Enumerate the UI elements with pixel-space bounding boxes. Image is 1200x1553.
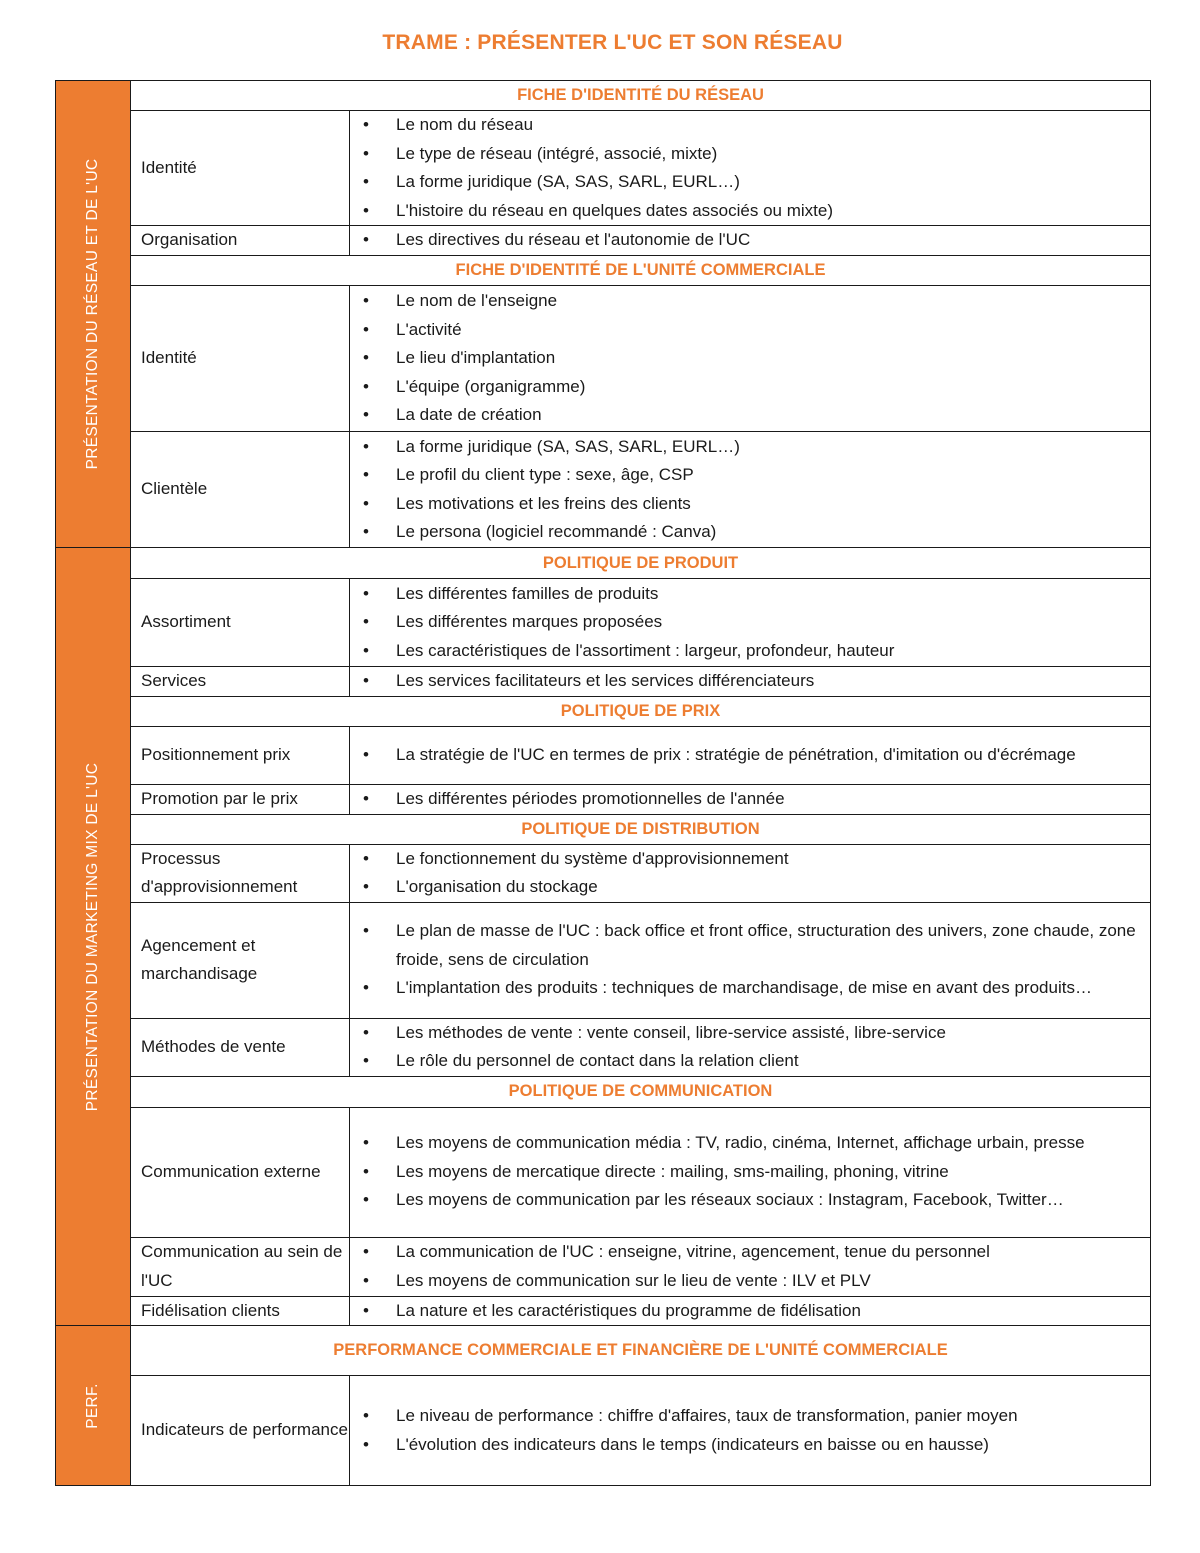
bullet-list [350, 741, 1140, 770]
row-label: Agencement et marchandisage [131, 902, 350, 1018]
row-label: Méthodes de vente [131, 1018, 350, 1076]
row-label: Clientèle [131, 432, 350, 548]
table-row [56, 667, 1151, 697]
list-item: • Les caractéristiques de l'assortiment : largeur, profondeur, hauteur [350, 637, 1140, 666]
row-label: Communication externe [131, 1107, 350, 1237]
row-label: Identité [131, 286, 350, 432]
section-title: PRÉSENTATION DU MARKETING MIX DE L'UC [84, 762, 101, 1111]
row-items [350, 784, 1151, 814]
table-row [56, 1376, 1151, 1486]
list-item: • Les moyens de communication par les réseaux sociaux : Instagram, Facebook, Twitter… [350, 1186, 1140, 1215]
bullet-list [350, 287, 1140, 430]
list-item: • Les moyens de mercatique directe : mailing, sms-mailing, phoning, vitrine [350, 1158, 1140, 1187]
list-item: • Les motivations et les freins des clients [350, 490, 1140, 519]
list-item: • La communication de l'UC : enseigne, vitrine, agencement, tenue du personnel [350, 1238, 1140, 1267]
section-side-label [56, 81, 131, 548]
row-label: Communication au sein de l'UC [131, 1237, 350, 1296]
list-item: • La nature et les caractéristiques du programme de fidélisation [350, 1297, 1140, 1326]
row-items [350, 1237, 1151, 1296]
table-row [56, 1237, 1151, 1296]
block-header: FICHE D'IDENTITÉ DE L'UNITÉ COMMERCIALE [131, 256, 1151, 286]
bullet-list [350, 1297, 1140, 1326]
table-row [56, 111, 1151, 226]
list-item: • Les directives du réseau et l'autonomie de l'UC [350, 226, 1140, 255]
bullet-list [350, 1019, 1140, 1076]
table-row [56, 1107, 1151, 1237]
table-row [56, 286, 1151, 432]
bullet-list [350, 1402, 1140, 1459]
row-items [350, 1376, 1151, 1486]
row-label: Organisation [131, 226, 350, 256]
row-label: Services [131, 667, 350, 697]
row-items [350, 844, 1151, 902]
list-item: • Les différentes familles de produits [350, 580, 1140, 609]
list-item: • Les méthodes de vente : vente conseil, libre-service assisté, libre-service [350, 1019, 1140, 1048]
list-item: • Le persona (logiciel recommandé : Canva) [350, 518, 1140, 547]
row-label: Fidélisation clients [131, 1296, 350, 1326]
list-item: • Le lieu d'implantation [350, 344, 1140, 373]
list-item: • Les moyens de communication média : TV, radio, cinéma, Internet, affichage urbain, presse [350, 1129, 1140, 1158]
row-items [350, 579, 1151, 667]
table-row [56, 844, 1151, 902]
table-row [56, 226, 1151, 256]
list-item: • L'implantation des produits : techniques de marchandisage, de mise en avant des produits… [350, 974, 1140, 1003]
list-item: • La forme juridique (SA, SAS, SARL, EURL…) [350, 433, 1140, 462]
row-items [350, 902, 1151, 1018]
list-item: • Le type de réseau (intégré, associé, mixte) [350, 140, 1140, 169]
bullet-list [350, 111, 1140, 225]
list-item: • Les services facilitateurs et les services différenciateurs [350, 667, 1140, 696]
table-row [56, 902, 1151, 1018]
row-label: Positionnement prix [131, 726, 350, 784]
table-row [56, 784, 1151, 814]
list-item: • Le profil du client type : sexe, âge, CSP [350, 461, 1140, 490]
row-label: Promotion par le prix [131, 784, 350, 814]
block-header: POLITIQUE DE COMMUNICATION [131, 1076, 1151, 1107]
table-row [56, 579, 1151, 667]
list-item: • L'histoire du réseau en quelques dates associés ou mixte) [350, 197, 1140, 226]
list-item: • L'organisation du stockage [350, 873, 1140, 902]
trame-table [55, 80, 1151, 1486]
section-side-label [56, 548, 131, 1326]
bullet-list [350, 667, 1140, 696]
list-item: • La date de création [350, 401, 1140, 430]
table-row [56, 1296, 1151, 1326]
bullet-list [350, 845, 1140, 902]
list-item: • La stratégie de l'UC en termes de prix : stratégie de pénétration, d'imitation ou d'écrémage [350, 741, 1140, 770]
list-item: • L'activité [350, 316, 1140, 345]
list-item: • Les différentes périodes promotionnelles de l'année [350, 785, 1140, 814]
row-items [350, 226, 1151, 256]
list-item: • L'évolution des indicateurs dans le temps (indicateurs en baisse ou en hausse) [350, 1431, 1140, 1460]
list-item: • Le rôle du personnel de contact dans la relation client [350, 1047, 1140, 1076]
row-items [350, 286, 1151, 432]
bullet-list [350, 917, 1140, 1003]
row-label: Assortiment [131, 579, 350, 667]
block-header: POLITIQUE DE DISTRIBUTION [131, 814, 1151, 844]
list-item: • Le nom du réseau [350, 111, 1140, 140]
list-item: • Les différentes marques proposées [350, 608, 1140, 637]
bullet-list [350, 1238, 1140, 1295]
row-label: Indicateurs de performance [131, 1376, 350, 1486]
block-header: PERFORMANCE COMMERCIALE ET FINANCIÈRE DE L'UNITÉ COMMERCIALE [131, 1326, 1151, 1376]
row-label: Processus d'approvisionnement [131, 844, 350, 902]
row-label: Identité [131, 111, 350, 226]
list-item: • La forme juridique (SA, SAS, SARL, EURL…) [350, 168, 1140, 197]
row-items [350, 1296, 1151, 1326]
row-items [350, 432, 1151, 548]
row-items [350, 111, 1151, 226]
list-item: • Les moyens de communication sur le lieu de vente : ILV et PLV [350, 1267, 1140, 1296]
block-header: POLITIQUE DE PRIX [131, 696, 1151, 726]
page-title: TRAME : PRÉSENTER L'UC ET SON RÉSEAU [382, 31, 843, 54]
bullet-list [350, 1129, 1140, 1215]
row-items [350, 726, 1151, 784]
list-item: • L'équipe (organigramme) [350, 373, 1140, 402]
list-item: • Le plan de masse de l'UC : back office et front office, structuration des univers, zone chaude, zone froide, sens de circulation [350, 917, 1140, 974]
bullet-list [350, 433, 1140, 547]
row-items [350, 667, 1151, 697]
bullet-list [350, 580, 1140, 666]
table-row [56, 432, 1151, 548]
list-item: • Le fonctionnement du système d'approvisionnement [350, 845, 1140, 874]
section-side-label [56, 1326, 131, 1486]
block-header: FICHE D'IDENTITÉ DU RÉSEAU [131, 81, 1151, 111]
section-title: PERF. [84, 1382, 101, 1429]
list-item: • Le nom de l'enseigne [350, 287, 1140, 316]
row-items [350, 1018, 1151, 1076]
row-items [350, 1107, 1151, 1237]
table-row [56, 726, 1151, 784]
block-header: POLITIQUE DE PRODUIT [131, 548, 1151, 579]
table-row [56, 1018, 1151, 1076]
bullet-list [350, 785, 1140, 814]
list-item: • Le niveau de performance : chiffre d'affaires, taux de transformation, panier moyen [350, 1402, 1140, 1431]
bullet-list [350, 226, 1140, 255]
section-title: PRÉSENTATION DU RÉSEAU ET DE L'UC [84, 158, 101, 470]
